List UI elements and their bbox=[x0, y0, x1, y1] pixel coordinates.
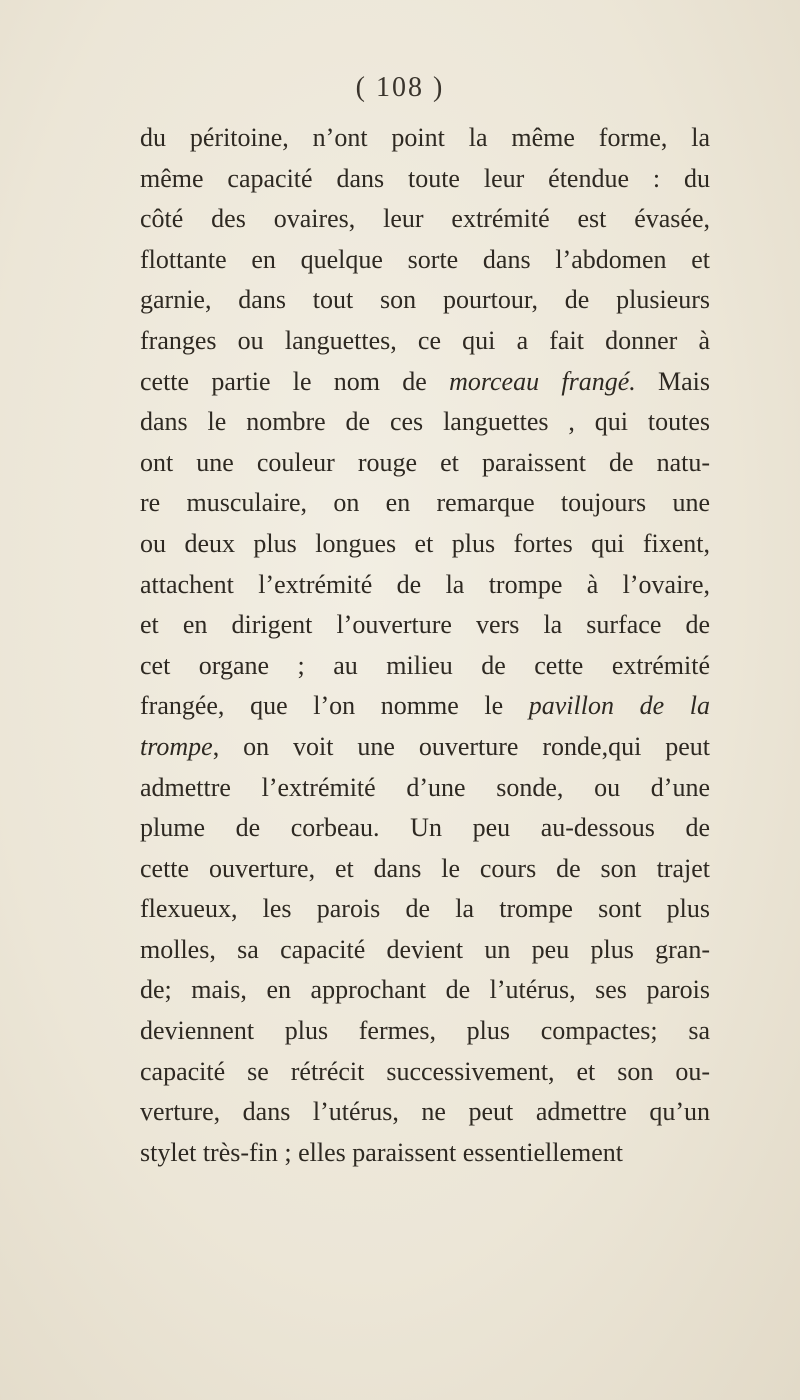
text-line: cette ouverture, et dans le cours de son trajet bbox=[140, 853, 710, 883]
text-line bbox=[140, 727, 710, 768]
text-line: ont une couleur rouge et paraissent de natu- bbox=[140, 447, 710, 477]
text-line: de; mais, en approchant de l’utérus, ses parois bbox=[140, 975, 710, 1005]
text-line: plume de corbeau. Un peu au-dessous de bbox=[140, 813, 710, 843]
text-line: verture, dans l’utérus, ne peut admettre qu’un bbox=[140, 1097, 710, 1127]
italic-term: trompe bbox=[140, 731, 213, 761]
text-run: , on voit une ouverture ronde,qui peut bbox=[212, 731, 710, 761]
text-line: admettre l’extrémité d’une sonde, ou d’une bbox=[140, 772, 710, 802]
text-line: garnie, dans tout son pourtour, de plusieurs bbox=[140, 285, 710, 315]
text-line: attachent l’extrémité de la trompe à l’ovaire, bbox=[140, 569, 710, 599]
text-line: du péritoine, n’ont point la même forme, la bbox=[140, 123, 710, 152]
text-line: ou deux plus longues et plus fortes qui fixent, bbox=[140, 528, 710, 558]
text-line bbox=[140, 362, 710, 403]
text-line: même capacité dans toute leur étendue : du bbox=[140, 163, 710, 193]
text-line: et en dirigent l’ouverture vers la surface de bbox=[140, 610, 710, 640]
text-line: dans le nombre de ces languettes , qui toutes bbox=[140, 407, 710, 437]
page-number: ( 108 ) bbox=[355, 72, 445, 103]
text-line: côté des ovaires, leur extrémité est évasée, bbox=[140, 204, 710, 234]
text-line: molles, sa capacité devient un peu plus gran- bbox=[140, 934, 710, 964]
text-line: capacité se rétrécit successivement, et son ou- bbox=[140, 1056, 710, 1086]
text-line bbox=[140, 686, 710, 727]
text-line: deviennent plus fermes, plus compactes; sa bbox=[140, 1016, 710, 1046]
italic-term: pavillon de la bbox=[528, 691, 710, 721]
text-run: frangée, que l’on nomme le bbox=[140, 691, 529, 721]
text-run: cette partie le nom de bbox=[140, 366, 450, 396]
text-line: re musculaire, on en remarque toujours une bbox=[140, 488, 710, 518]
text-line: cet organe ; au milieu de cette extrémité bbox=[140, 650, 710, 680]
body-text bbox=[140, 118, 710, 1173]
text-line: flexueux, les parois de la trompe sont plus bbox=[140, 894, 710, 924]
text-line: franges ou languettes, ce qui a fait donner à bbox=[140, 325, 710, 355]
text-run: Mais bbox=[635, 366, 710, 396]
text-line: stylet très-fin ; elles paraissent essentiellement bbox=[140, 1137, 624, 1167]
text-line: flottante en quelque sorte dans l’abdomen et bbox=[140, 244, 710, 274]
italic-term: morceau frangé. bbox=[449, 366, 636, 396]
